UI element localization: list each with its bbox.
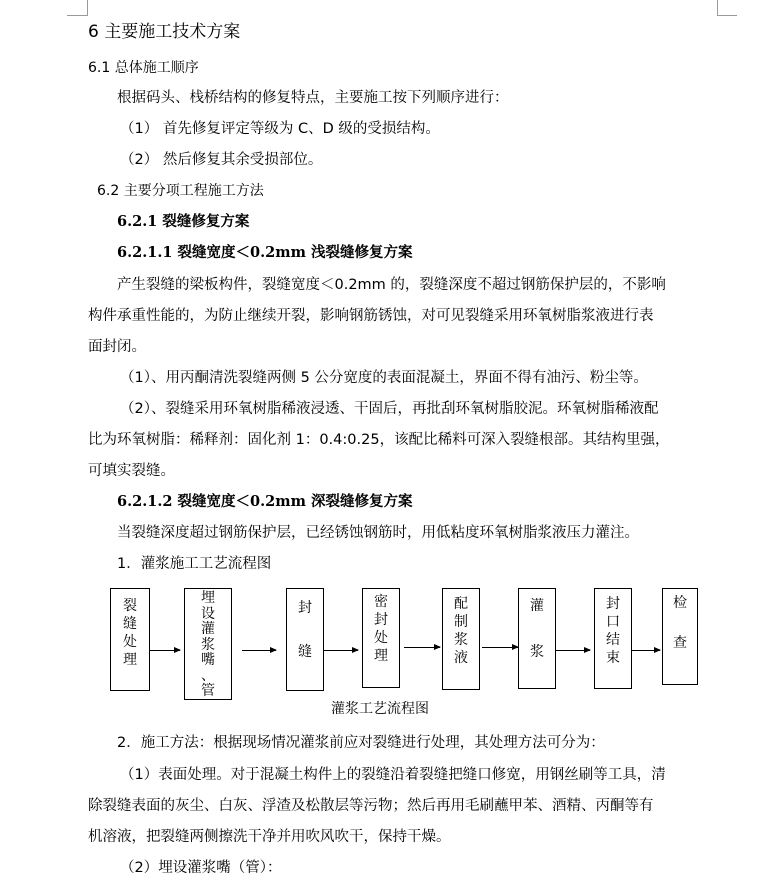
flow-arrow — [632, 650, 660, 651]
paragraph-line: 产生裂缝的梁板构件，裂缝宽度＜0.2mm 的，裂缝深度不超过钢筋保护层的，不影响 — [117, 277, 666, 293]
flow-step — [662, 588, 698, 685]
flow-step — [110, 588, 150, 691]
paragraph-line: （2）、裂缝采用环氧树脂稀液浸透、干固后，再批刮环氧树脂胶泥。环氧树脂稀液配 — [120, 401, 659, 417]
subsection-title-6-2-1: 6.2.1 裂缝修复方案 — [117, 213, 250, 230]
flow-caption: 灌浆工艺流程图 — [331, 701, 429, 717]
subsection-title-6-2-1-2: 6.2.1.2 裂缝宽度＜0.2mm 深裂缝修复方案 — [117, 493, 413, 510]
paragraph-line: 构件承重性能的，为防止继续开裂，影响钢筋锈蚀，对可见裂缝采用环氧树脂浆液进行表 — [88, 308, 654, 324]
section-heading: 6 主要施工技术方案 — [88, 22, 241, 42]
paragraph: 2．施工方法：根据现场情况灌浆前应对裂缝进行处理，其处理方法可分为： — [117, 735, 605, 751]
paragraph: 根据码头、栈桥结构的修复特点，主要施工按下列顺序进行： — [117, 90, 509, 106]
paragraph-line: （1）表面处理。对于混凝土构件上的裂缝沿着裂缝把缝口修宽，用钢丝刷等工具，清 — [120, 767, 666, 783]
flow-arrow — [324, 650, 358, 651]
list-item: （2）埋设灌浆嘴（管）： — [120, 860, 282, 876]
flow-step — [518, 588, 556, 689]
corner-mark-left — [67, 15, 87, 16]
subsection-title-6-1: 6.1 总体施工顺序 — [88, 60, 199, 76]
corner-mark-right — [717, 15, 737, 16]
paragraph-line: 机溶液，把裂缝两侧擦洗干净并用吹风吹干，保持干燥。 — [88, 829, 451, 845]
paragraph-line: 可填实裂缝。 — [88, 463, 175, 479]
list-item: （1） 首先修复评定等级为 C、D 级的受损结构。 — [120, 121, 440, 137]
subsection-title-6-2: 6.2 主要分项工程施工方法 — [97, 183, 264, 199]
flow-step-label: 检 查 — [673, 595, 687, 651]
flow-step — [362, 588, 400, 688]
paragraph-line: 比为环氧树脂：稀释剂：固化剂 1：0.4:0.25，该配比稀料可深入裂缝根部。其结构里强， — [88, 432, 670, 448]
subsection-title-6-2-1-1: 6.2.1.1 裂缝宽度＜0.2mm 浅裂缝修复方案 — [117, 244, 413, 261]
paragraph: 当裂缝深度超过钢筋保护层，已经锈蚀钢筋时，用低粘度环氧树脂浆液压力灌注。 — [117, 525, 639, 541]
flow-step-label: 灌 浆 — [530, 598, 544, 660]
flow-arrow — [242, 650, 276, 651]
paragraph-line: 除裂缝表面的灰尘、白灰、浮渣及松散层等污物；然后再用毛刷蘸甲苯、酒精、丙酮等有 — [88, 798, 654, 814]
flow-step-label: 密 封 处 理 — [374, 594, 388, 664]
flow-step-label: 封 口 结 束 — [606, 596, 620, 666]
flow-step — [594, 588, 632, 689]
flow-step-label: 配 制 浆 液 — [454, 596, 468, 666]
flow-step-label: 封 缝 — [298, 600, 312, 660]
flow-step-label: 埋 设 灌 浆 嘴 、 管 — [201, 590, 215, 699]
flow-arrow — [482, 647, 518, 648]
flow-arrow — [150, 650, 180, 651]
list-item: （2） 然后修复其余受损部位。 — [120, 152, 323, 168]
flow-arrow — [556, 650, 590, 651]
flow-step — [442, 588, 480, 690]
list-item: （1）、用丙酮清洗裂缝两侧 5 公分宽度的表面混凝土，界面不得有油污、粉尘等。 — [120, 370, 648, 386]
paragraph-line: 面封闭。 — [88, 339, 146, 355]
flow-step-label: 裂 缝 处 理 — [123, 598, 137, 668]
flow-step — [286, 588, 324, 691]
flow-arrow — [404, 647, 440, 648]
flow-title: 1．灌浆施工工艺流程图 — [117, 556, 272, 572]
flow-step — [184, 588, 232, 700]
corner-mark-right-v — [717, 0, 718, 16]
corner-mark-left-v — [87, 0, 88, 16]
